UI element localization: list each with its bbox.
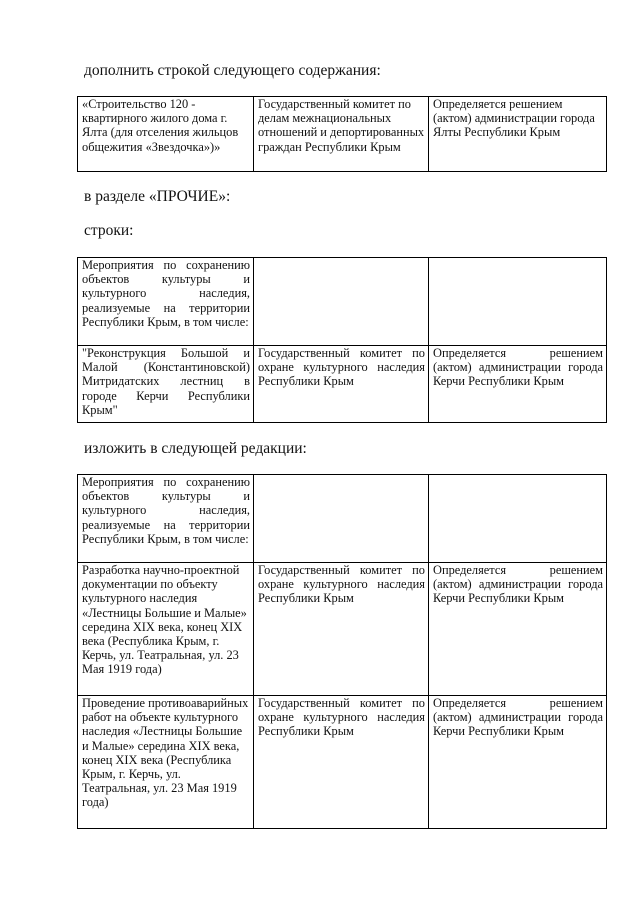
table-cell: Определяется решением (актом) администрации города Керчи Республики Крым — [429, 346, 607, 423]
table-3 — [77, 474, 607, 829]
table-cell — [254, 475, 429, 563]
table-cell: Определяется решением (актом) администрации города Ялты Республики Крым — [429, 97, 607, 172]
table-row — [78, 346, 607, 423]
table-2 — [77, 257, 607, 423]
table-cell: Мероприятия по сохранению объектов культуры и культурного наследия, реализуемые на территории Республики Крым, в том числе: — [78, 475, 254, 563]
table-cell: Мероприятия по сохранению объектов культуры и культурного наследия, реализуемые на территории Республики Крым, в том числе: — [78, 258, 254, 346]
table-row — [78, 475, 607, 563]
table-cell: Государственный комитет по охране культурного наследия Республики Крым — [254, 563, 429, 696]
table-row — [78, 696, 607, 829]
table-cell: Проведение противоаварийных работ на объекте культурного наследия «Лестницы Большие и Малые» середина XIX века, конец XIX века (Республика Крым, г. Керчь, ул. Театральная, ул. 23 Мая 1919 года) — [78, 696, 254, 829]
table-cell: Государственный комитет по охране культурного наследия Республики Крым — [254, 346, 429, 423]
section-line: в разделе «ПРОЧИЕ»: — [84, 188, 231, 205]
table-1 — [77, 96, 607, 172]
table-cell: "Реконструкция Большой и Малой (Константиновской) Митридатских лестниц в городе Керчи Республики Крым" — [78, 346, 254, 423]
table-cell: Государственный комитет по делам межнациональных отношений и депортированных граждан Республики Крым — [254, 97, 429, 172]
table-cell: «Строительство 120 - квартирного жилого дома г. Ялта (для отселения жильцов общежития «Звездочка»)» — [78, 97, 254, 172]
rows-line: строки: — [84, 222, 134, 239]
table-cell: Определяется решением (актом) администрации города Керчи Республики Крым — [429, 696, 607, 829]
table-cell — [429, 475, 607, 563]
table-cell: Определяется решением (актом) администрации города Керчи Республики Крым — [429, 563, 607, 696]
table-row — [78, 563, 607, 696]
table-cell: Разработка научно-проектной документации по объекту культурного наследия «Лестницы Большие и Малые» середина XIX века, конец XIX века (Республика Крым, г. Керчь, ул. Театральная, ул. 23 Мая 1919 года) — [78, 563, 254, 696]
table-cell — [429, 258, 607, 346]
table-row — [78, 97, 607, 172]
edit-line: изложить в следующей редакции: — [84, 440, 307, 457]
table-cell: Государственный комитет по охране культурного наследия Республики Крым — [254, 696, 429, 829]
table-row — [78, 258, 607, 346]
table-cell — [254, 258, 429, 346]
intro-line: дополнить строкой следующего содержания: — [84, 62, 381, 79]
